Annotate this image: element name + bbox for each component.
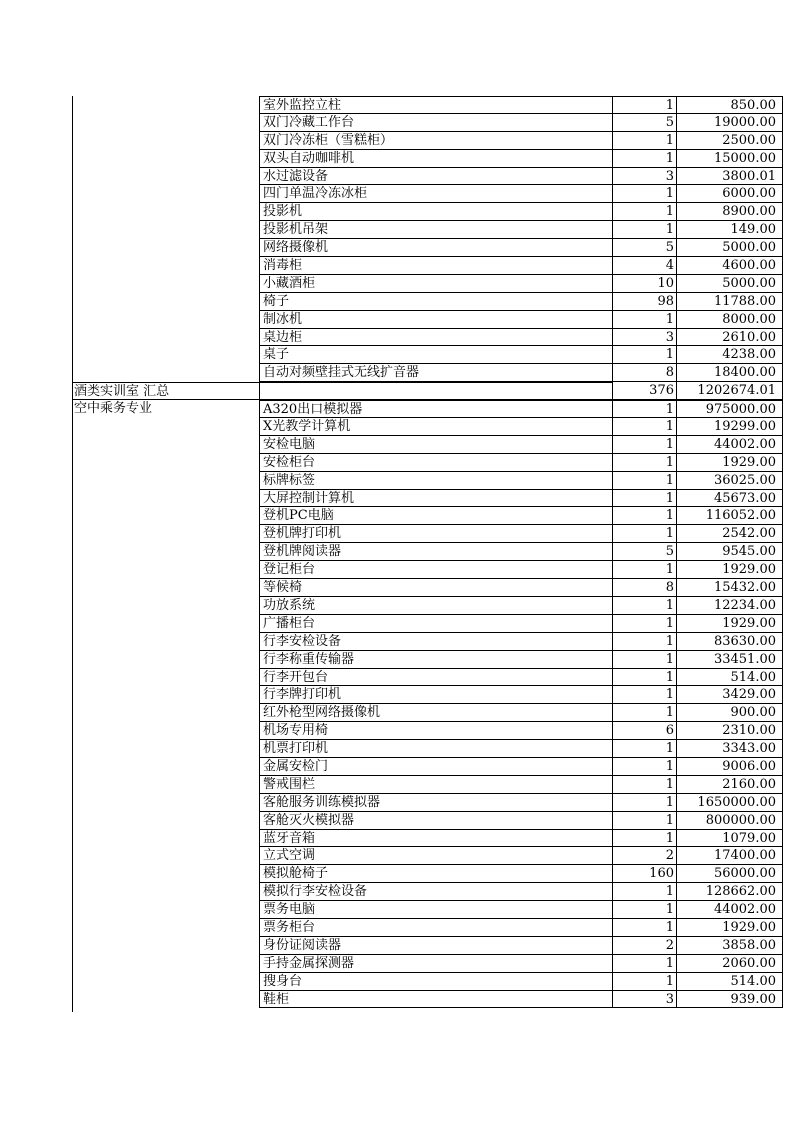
item-name-cell: 行李开包台: [259, 669, 613, 687]
quantity-cell: 1: [613, 615, 677, 633]
group-cell: [72, 418, 259, 436]
item-name-cell: 水过滤设备: [259, 168, 613, 186]
amount-cell: 9006.00: [677, 758, 783, 776]
group-cell: [72, 740, 259, 758]
table-row: [72, 221, 776, 239]
table-row: [72, 364, 776, 382]
quantity-cell: 1: [613, 490, 677, 508]
group-cell: [72, 150, 259, 168]
item-name-cell: 桌边柜: [259, 329, 613, 347]
quantity-cell: 2: [613, 847, 677, 865]
amount-cell: 3800.01: [677, 168, 783, 186]
table-row: [72, 776, 776, 794]
item-name-cell: 自动对频壁挂式无线扩音器: [259, 364, 613, 382]
table-row: [72, 597, 776, 615]
quantity-cell: 5: [613, 239, 677, 257]
table-row: [72, 132, 776, 150]
group-cell: [72, 203, 259, 221]
quantity-cell: 10: [613, 275, 677, 293]
amount-cell: 4600.00: [677, 257, 783, 275]
group-cell: [72, 543, 259, 561]
item-name-cell: 机场专用椅: [259, 722, 613, 740]
group-cell: [72, 597, 259, 615]
item-name-cell: 双头自动咖啡机: [259, 150, 613, 168]
group-cell: [72, 472, 259, 490]
amount-cell: 1202674.01: [677, 382, 783, 400]
item-name-cell: 模拟行李安检设备: [259, 883, 613, 901]
item-name-cell: 制冰机: [259, 311, 613, 329]
table-row: [72, 937, 776, 955]
amount-cell: 45673.00: [677, 490, 783, 508]
amount-cell: 6000.00: [677, 185, 783, 203]
quantity-cell: 1: [613, 794, 677, 812]
item-name-cell: 四门单温冷冻冰柜: [259, 185, 613, 203]
table-row: [72, 955, 776, 973]
amount-cell: 514.00: [677, 669, 783, 687]
item-name-cell: 金属安检门: [259, 758, 613, 776]
group-cell: [72, 185, 259, 203]
group-cell: [72, 257, 259, 275]
table-row: [72, 812, 776, 830]
group-cell: [72, 633, 259, 651]
table-row: [72, 847, 776, 865]
item-name-cell: 立式空调: [259, 847, 613, 865]
spreadsheet-table: [72, 96, 776, 1008]
quantity-cell: 1: [613, 758, 677, 776]
item-name-cell: 模拟舱椅子: [259, 865, 613, 883]
amount-cell: 1079.00: [677, 830, 783, 848]
group-cell: [72, 293, 259, 311]
table-row: [72, 615, 776, 633]
group-cell: [72, 937, 259, 955]
group-cell: [72, 96, 259, 114]
quantity-cell: 6: [613, 722, 677, 740]
amount-cell: 128662.00: [677, 883, 783, 901]
quantity-cell: 1: [613, 436, 677, 454]
amount-cell: 850.00: [677, 96, 783, 114]
table-row: [72, 329, 776, 347]
amount-cell: 975000.00: [677, 400, 783, 418]
item-name-cell: 安检电脑: [259, 436, 613, 454]
quantity-cell: 8: [613, 364, 677, 382]
item-name-cell: 行李牌打印机: [259, 686, 613, 704]
group-cell: [72, 454, 259, 472]
group-cell: [72, 436, 259, 454]
table-row: [72, 740, 776, 758]
group-cell: [72, 669, 259, 687]
item-name-cell: 消毒柜: [259, 257, 613, 275]
group-cell: [72, 973, 259, 991]
table-row: [72, 293, 776, 311]
quantity-cell: 1: [613, 150, 677, 168]
item-name-cell: 登机牌打印机: [259, 525, 613, 543]
group-cell: [72, 776, 259, 794]
amount-cell: 19000.00: [677, 114, 783, 132]
item-name-cell: [259, 382, 613, 400]
group-cell: [72, 919, 259, 937]
table-row: [72, 96, 776, 114]
quantity-cell: 1: [613, 651, 677, 669]
amount-cell: 2542.00: [677, 525, 783, 543]
group-cell: [72, 275, 259, 293]
quantity-cell: 1: [613, 472, 677, 490]
item-name-cell: 广播柜台: [259, 615, 613, 633]
amount-cell: 3429.00: [677, 686, 783, 704]
group-cell: [72, 168, 259, 186]
table-row: [72, 758, 776, 776]
item-name-cell: 身份证阅读器: [259, 937, 613, 955]
item-name-cell: 投影机: [259, 203, 613, 221]
item-name-cell: 双门冷冻柜（雪糕柜）: [259, 132, 613, 150]
quantity-cell: 4: [613, 257, 677, 275]
item-name-cell: 功放系统: [259, 597, 613, 615]
group-cell: [72, 901, 259, 919]
group-cell: [72, 239, 259, 257]
amount-cell: 83630.00: [677, 633, 783, 651]
item-name-cell: 网络摄像机: [259, 239, 613, 257]
group-cell: [72, 830, 259, 848]
group-cell: [72, 955, 259, 973]
quantity-cell: 1: [613, 96, 677, 114]
item-name-cell: 投影机吊架: [259, 221, 613, 239]
table-row: [72, 669, 776, 687]
amount-cell: 19299.00: [677, 418, 783, 436]
amount-cell: 2310.00: [677, 722, 783, 740]
amount-cell: 1650000.00: [677, 794, 783, 812]
amount-cell: 149.00: [677, 221, 783, 239]
group-cell: [72, 525, 259, 543]
amount-cell: 3858.00: [677, 937, 783, 955]
table-row: [72, 472, 776, 490]
group-cell: [72, 346, 259, 364]
table-row: [72, 507, 776, 525]
table-row: [72, 185, 776, 203]
table-row: [72, 490, 776, 508]
amount-cell: 33451.00: [677, 651, 783, 669]
amount-cell: 9545.00: [677, 543, 783, 561]
group-cell: [72, 329, 259, 347]
table-row: [72, 400, 776, 418]
amount-cell: 44002.00: [677, 436, 783, 454]
quantity-cell: 3: [613, 168, 677, 186]
item-name-cell: 票务柜台: [259, 919, 613, 937]
quantity-cell: 98: [613, 293, 677, 311]
quantity-cell: 1: [613, 132, 677, 150]
group-cell: [72, 311, 259, 329]
amount-cell: 800000.00: [677, 812, 783, 830]
amount-cell: 116052.00: [677, 507, 783, 525]
table-row: [72, 150, 776, 168]
item-name-cell: 客舱服务训练模拟器: [259, 794, 613, 812]
quantity-cell: 1: [613, 901, 677, 919]
group-cell: [72, 364, 259, 382]
group-cell: [72, 507, 259, 525]
item-name-cell: 小藏酒柜: [259, 275, 613, 293]
item-name-cell: 蓝牙音箱: [259, 830, 613, 848]
quantity-cell: 1: [613, 919, 677, 937]
amount-cell: 5000.00: [677, 275, 783, 293]
subtotal-row: [72, 382, 776, 400]
table-row: [72, 865, 776, 883]
table-row: [72, 525, 776, 543]
amount-cell: 3343.00: [677, 740, 783, 758]
group-cell: [72, 490, 259, 508]
item-name-cell: 行李称重传输器: [259, 651, 613, 669]
amount-cell: 2610.00: [677, 329, 783, 347]
group-cell: [72, 579, 259, 597]
quantity-cell: 3: [613, 329, 677, 347]
group-cell: [72, 722, 259, 740]
amount-cell: 2500.00: [677, 132, 783, 150]
table-row: [72, 543, 776, 561]
quantity-cell: 1: [613, 418, 677, 436]
amount-cell: 900.00: [677, 704, 783, 722]
item-name-cell: 搜身台: [259, 973, 613, 991]
item-name-cell: 票务电脑: [259, 901, 613, 919]
table-row: [72, 275, 776, 293]
quantity-cell: 1: [613, 830, 677, 848]
quantity-cell: 1: [613, 400, 677, 418]
table-row: [72, 794, 776, 812]
group-cell: [72, 847, 259, 865]
table-row: [72, 991, 776, 1009]
amount-cell: 17400.00: [677, 847, 783, 865]
group-cell: [72, 758, 259, 776]
group-cell: [72, 794, 259, 812]
quantity-cell: 1: [613, 507, 677, 525]
amount-cell: 5000.00: [677, 239, 783, 257]
quantity-cell: 1: [613, 633, 677, 651]
item-name-cell: 双门冷藏工作台: [259, 114, 613, 132]
group-cell: 酒类实训室 汇总: [72, 382, 259, 400]
table-row: [72, 722, 776, 740]
amount-cell: 8000.00: [677, 311, 783, 329]
table-row: [72, 168, 776, 186]
group-cell: [72, 561, 259, 579]
group-cell: [72, 812, 259, 830]
group-cell: [72, 704, 259, 722]
quantity-cell: 1: [613, 221, 677, 239]
group-cell: [72, 615, 259, 633]
group-cell: [72, 651, 259, 669]
quantity-cell: 2: [613, 937, 677, 955]
quantity-cell: 1: [613, 955, 677, 973]
amount-cell: 11788.00: [677, 293, 783, 311]
amount-cell: 1929.00: [677, 615, 783, 633]
quantity-cell: 1: [613, 776, 677, 794]
table-row: [72, 418, 776, 436]
table-row: [72, 436, 776, 454]
table-row: [72, 114, 776, 132]
quantity-cell: 8: [613, 579, 677, 597]
amount-cell: 514.00: [677, 973, 783, 991]
amount-cell: 1929.00: [677, 561, 783, 579]
item-name-cell: 标牌标签: [259, 472, 613, 490]
quantity-cell: 1: [613, 597, 677, 615]
quantity-cell: 1: [613, 704, 677, 722]
quantity-cell: 1: [613, 812, 677, 830]
item-name-cell: 鞋柜: [259, 991, 613, 1009]
item-name-cell: 登机PC电脑: [259, 507, 613, 525]
table-row: [72, 883, 776, 901]
amount-cell: 36025.00: [677, 472, 783, 490]
item-name-cell: 登机牌阅读器: [259, 543, 613, 561]
table-row: [72, 203, 776, 221]
item-name-cell: 大屏控制计算机: [259, 490, 613, 508]
item-name-cell: 行李安检设备: [259, 633, 613, 651]
table-row: [72, 454, 776, 472]
group-cell: [72, 865, 259, 883]
amount-cell: 18400.00: [677, 364, 783, 382]
quantity-cell: 1: [613, 669, 677, 687]
amount-cell: 1929.00: [677, 454, 783, 472]
amount-cell: 1929.00: [677, 919, 783, 937]
amount-cell: 4238.00: [677, 346, 783, 364]
table-row: [72, 561, 776, 579]
item-name-cell: A320出口模拟器: [259, 400, 613, 418]
table-row: [72, 239, 776, 257]
item-name-cell: 等候椅: [259, 579, 613, 597]
quantity-cell: 3: [613, 991, 677, 1009]
quantity-cell: 1: [613, 561, 677, 579]
item-name-cell: 机票打印机: [259, 740, 613, 758]
group-cell: [72, 132, 259, 150]
amount-cell: 44002.00: [677, 901, 783, 919]
quantity-cell: 1: [613, 346, 677, 364]
item-name-cell: 椅子: [259, 293, 613, 311]
table-row: [72, 686, 776, 704]
quantity-cell: 1: [613, 203, 677, 221]
item-name-cell: 安检柜台: [259, 454, 613, 472]
table-row: [72, 579, 776, 597]
table-row: [72, 346, 776, 364]
table-row: [72, 704, 776, 722]
quantity-cell: 1: [613, 185, 677, 203]
item-name-cell: 红外枪型网络摄像机: [259, 704, 613, 722]
table-row: [72, 633, 776, 651]
amount-cell: 2060.00: [677, 955, 783, 973]
item-name-cell: 室外监控立柱: [259, 96, 613, 114]
table-row: [72, 311, 776, 329]
group-cell: [72, 221, 259, 239]
quantity-cell: 1: [613, 740, 677, 758]
quantity-cell: 1: [613, 883, 677, 901]
quantity-cell: 160: [613, 865, 677, 883]
quantity-cell: 1: [613, 454, 677, 472]
group-cell: [72, 883, 259, 901]
item-name-cell: 警戒围栏: [259, 776, 613, 794]
group-cell: [72, 991, 259, 1009]
amount-cell: 939.00: [677, 991, 783, 1009]
quantity-cell: 1: [613, 311, 677, 329]
quantity-cell: 376: [613, 382, 677, 400]
quantity-cell: 5: [613, 114, 677, 132]
quantity-cell: 1: [613, 973, 677, 991]
amount-cell: 2160.00: [677, 776, 783, 794]
group-cell: 空中乘务专业: [74, 401, 153, 417]
amount-cell: 15432.00: [677, 579, 783, 597]
item-name-cell: 客舱灭火模拟器: [259, 812, 613, 830]
group-cell: [72, 114, 259, 132]
amount-cell: 56000.00: [677, 865, 783, 883]
amount-cell: 12234.00: [677, 597, 783, 615]
quantity-cell: 5: [613, 543, 677, 561]
table-row: [72, 651, 776, 669]
amount-cell: 8900.00: [677, 203, 783, 221]
table-row: [72, 973, 776, 991]
item-name-cell: X光教学计算机: [259, 418, 613, 436]
group-cell: [72, 686, 259, 704]
table-row: [72, 901, 776, 919]
quantity-cell: 1: [613, 686, 677, 704]
item-name-cell: 桌子: [259, 346, 613, 364]
table-row: [72, 830, 776, 848]
table-row: [72, 919, 776, 937]
amount-cell: 15000.00: [677, 150, 783, 168]
table-row: [72, 257, 776, 275]
item-name-cell: 手持金属探测器: [259, 955, 613, 973]
item-name-cell: 登记柜台: [259, 561, 613, 579]
quantity-cell: 1: [613, 525, 677, 543]
